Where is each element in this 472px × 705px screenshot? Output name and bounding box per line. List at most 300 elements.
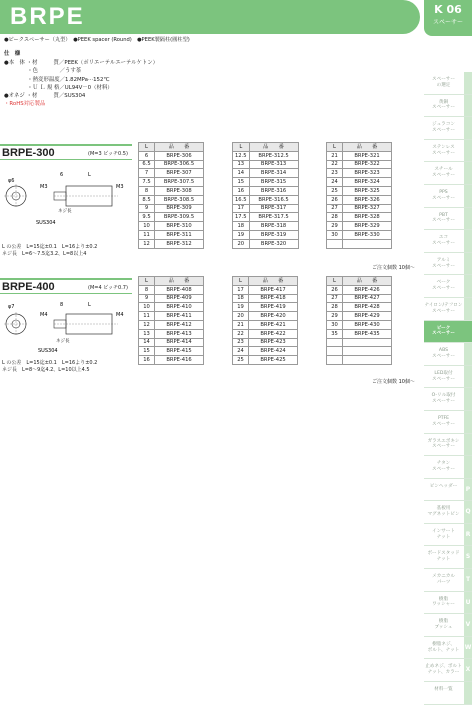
length-cell: 17.5 — [233, 213, 250, 222]
sidebar-item[interactable] — [424, 546, 472, 569]
part-number-cell: BRPE-312.5 — [249, 151, 298, 160]
part-number-cell: BRPE-330 — [343, 230, 392, 239]
sidebar-strip — [464, 411, 472, 433]
header-part-number: 品 番 — [249, 143, 298, 152]
table-row — [327, 186, 392, 195]
sidebar-strip — [464, 162, 472, 184]
sidebar-strip — [464, 140, 472, 162]
table-row — [139, 239, 204, 248]
table-row — [139, 294, 204, 303]
part-number-cell: BRPE-323 — [343, 169, 392, 178]
part-number-cell: BRPE-309.5 — [155, 213, 204, 222]
sidebar-strip — [464, 434, 472, 456]
sidebar-strip — [464, 208, 472, 230]
table-row — [139, 186, 204, 195]
order-note: ご注文個数 10個～ — [372, 265, 415, 271]
sidebar-item[interactable] — [424, 479, 472, 502]
table-row — [327, 222, 392, 231]
sidebar-item[interactable] — [424, 501, 472, 524]
length-cell: 11 — [139, 312, 155, 321]
table-row — [233, 169, 299, 178]
table-row — [327, 160, 392, 169]
table-row — [139, 320, 204, 329]
sidebar-item[interactable] — [424, 434, 472, 457]
part-table — [138, 142, 204, 249]
tolerance-note — [2, 244, 97, 258]
sidebar-item-label: LED取付 スペーサー — [432, 370, 455, 382]
table-row — [139, 329, 204, 338]
length-cell: 29 — [327, 312, 343, 321]
sidebar-item[interactable] — [424, 298, 472, 321]
table-row — [233, 356, 298, 365]
table-row — [233, 347, 298, 356]
sidebar-letter: T — [465, 576, 471, 584]
table-row — [233, 160, 299, 169]
sidebar-strip — [464, 456, 472, 478]
table-row — [233, 151, 299, 160]
length-cell: 18 — [233, 222, 250, 231]
table-row — [233, 186, 299, 195]
table-row — [233, 222, 299, 231]
order-note: ご注文個数 10個～ — [372, 379, 415, 385]
dim-six: 8 — [60, 302, 64, 308]
table-row — [139, 178, 204, 187]
length-cell: 28 — [327, 303, 343, 312]
part-number-cell: BRPE-424 — [249, 347, 298, 356]
part-number-cell: BRPE-318 — [249, 222, 298, 231]
table-row — [327, 347, 392, 356]
sidebar-item[interactable] — [424, 185, 472, 208]
sidebar-letter: U — [465, 598, 471, 606]
table-row — [327, 213, 392, 222]
table-header-row — [233, 143, 299, 152]
length-cell: 13 — [233, 160, 250, 169]
header-length: L — [327, 277, 343, 286]
table-header-row — [139, 143, 204, 152]
table-header-row — [327, 143, 392, 152]
category-sidebar — [424, 72, 472, 705]
table-row — [233, 239, 299, 248]
rohs-label: ・RoHS対応製品 — [4, 101, 46, 108]
part-number-cell: BRPE-419 — [249, 303, 298, 312]
sidebar-item-label: PPS スペーサー — [432, 189, 455, 201]
part-number-cell: BRPE-316.5 — [249, 195, 298, 204]
header-part-number: 品 番 — [155, 277, 204, 286]
sidebar-item-label: スチール スペーサー — [432, 167, 455, 179]
length-cell: 23 — [233, 338, 249, 347]
sidebar-strip — [464, 253, 472, 275]
sidebar-item-label: スペーサー の選定 — [432, 77, 455, 88]
part-number-cell: BRPE-409 — [155, 294, 204, 303]
sidebar-item-label: 止めネジ、ボルト ナット、カラー — [425, 664, 462, 676]
sidebar-item-label: ナイロン/テフロン スペーサー — [424, 302, 463, 314]
part-number-cell: BRPE-418 — [249, 294, 298, 303]
dim-dia: φ6 — [8, 178, 15, 184]
header-length: L — [233, 277, 249, 286]
category-code: K 06 — [434, 3, 462, 16]
part-number-cell: BRPE-414 — [155, 338, 204, 347]
sidebar-item-label: 樹脂ネジ、 ボルト、ナット — [427, 641, 460, 653]
length-cell: 14 — [233, 169, 250, 178]
table-row — [233, 213, 299, 222]
spec-heading: 仕 様 — [4, 51, 21, 57]
length-cell: 8.5 — [139, 195, 155, 204]
sidebar-letter: X — [465, 666, 471, 674]
length-cell: 19 — [233, 230, 250, 239]
page-title: BRPE — [10, 3, 85, 30]
part-number-cell: BRPE-327 — [343, 204, 392, 213]
length-cell: 22 — [327, 160, 343, 169]
part-number-cell: BRPE-322 — [343, 160, 392, 169]
header-bar — [0, 0, 420, 34]
sidebar-item-label: 樹脂 ブッシュ — [434, 619, 453, 631]
part-number-cell — [343, 239, 392, 248]
table-row — [139, 213, 204, 222]
sidebar-item[interactable] — [424, 72, 472, 95]
table-row — [233, 338, 298, 347]
tolerance-note — [2, 360, 97, 374]
part-number-cell: BRPE-329 — [343, 222, 392, 231]
length-cell: 35 — [327, 329, 343, 338]
table-row — [233, 195, 299, 204]
dim-l: L — [88, 302, 91, 308]
length-cell: 6 — [139, 151, 155, 160]
table-row — [139, 347, 204, 356]
dim-six: 6 — [60, 172, 64, 178]
sidebar-strip — [464, 185, 472, 207]
header-part-number: 品 番 — [155, 143, 204, 152]
sidebar-item-label: チタン スペーサー — [432, 461, 455, 472]
length-cell: 24 — [233, 347, 249, 356]
table-row — [327, 329, 392, 338]
length-cell — [327, 347, 343, 356]
length-cell: 29 — [327, 222, 343, 231]
part-number-cell — [343, 356, 392, 365]
length-cell: 9.5 — [139, 213, 155, 222]
sidebar-item[interactable] — [424, 456, 472, 479]
spec-line: ●本 体 ・材 質／PEEK（ポリエーテルエーテルケトン） — [4, 60, 159, 67]
part-number-cell: BRPE-417 — [249, 285, 298, 294]
sidebar-item[interactable] — [424, 208, 472, 231]
sidebar-strip — [464, 72, 472, 94]
section-pitch: (M=3 ピッチ0.5) — [88, 151, 128, 157]
sidebar-strip — [464, 321, 472, 343]
part-number-cell: BRPE-427 — [343, 294, 392, 303]
length-cell: 14 — [139, 338, 155, 347]
table-row — [139, 356, 204, 365]
table-row — [233, 204, 299, 213]
length-cell: 8 — [139, 186, 155, 195]
section-name: BRPE-400 — [2, 281, 55, 293]
spec-line: ・Ｕ Ｌ 規 格／UL94V－0（材料） — [4, 84, 113, 91]
part-number-cell: BRPE-423 — [249, 338, 298, 347]
dim-dia: φ7 — [8, 304, 15, 310]
part-number-cell: BRPE-425 — [249, 356, 298, 365]
section-title — [0, 144, 132, 160]
length-cell: 16 — [233, 186, 250, 195]
sidebar-item[interactable] — [424, 411, 472, 434]
tolerance-line: L の公差 L=15迄±0.1 L=16より±0.2 — [2, 244, 98, 250]
length-cell: 15 — [139, 347, 155, 356]
length-cell: 22 — [233, 329, 249, 338]
length-cell — [327, 338, 343, 347]
sidebar-item[interactable] — [424, 343, 472, 366]
table-row — [139, 230, 204, 239]
part-number-cell: BRPE-319 — [249, 230, 298, 239]
table-row — [327, 356, 392, 365]
sidebar-item[interactable] — [424, 659, 472, 682]
length-cell: 19 — [233, 303, 249, 312]
part-number-cell: BRPE-326 — [343, 195, 392, 204]
length-cell: 25 — [327, 186, 343, 195]
part-number-cell: BRPE-420 — [249, 312, 298, 321]
length-cell: 25 — [233, 356, 249, 365]
sidebar-item[interactable] — [424, 117, 472, 140]
sidebar-strip — [464, 388, 472, 410]
sidebar-item[interactable] — [424, 275, 472, 298]
sidebar-letter: Q — [465, 508, 471, 516]
sidebar-item-label: ジュラコン スペーサー — [432, 122, 455, 133]
spec-line: ・熱変形温度／1.82MPa···152℃ — [4, 76, 110, 83]
length-cell: 7 — [139, 169, 155, 178]
sidebar-letter: P — [465, 485, 471, 493]
table-row — [233, 312, 298, 321]
part-number-cell: BRPE-413 — [155, 329, 204, 338]
length-cell: 9 — [139, 204, 155, 213]
table-row — [139, 169, 204, 178]
sidebar-item-label: 樹脂 ワッシャー — [432, 596, 455, 608]
part-number-cell: BRPE-412 — [155, 320, 204, 329]
table-row — [139, 160, 204, 169]
part-table — [232, 276, 298, 365]
sidebar-item[interactable] — [424, 524, 472, 547]
part-number-cell: BRPE-426 — [343, 285, 392, 294]
part-number-cell — [343, 338, 392, 347]
sidebar-letter: V — [465, 621, 471, 629]
table-row — [327, 178, 392, 187]
table-row — [233, 329, 298, 338]
length-cell — [327, 239, 343, 248]
section-title — [0, 278, 132, 294]
sidebar-strip — [464, 230, 472, 252]
header-part-number: 品 番 — [343, 277, 392, 286]
table-row — [327, 230, 392, 239]
length-cell: 17 — [233, 285, 249, 294]
header-length: L — [233, 143, 250, 152]
part-number-cell: BRPE-310 — [155, 222, 204, 231]
table-row — [233, 178, 299, 187]
length-cell: 20 — [233, 239, 250, 248]
part-number-cell: BRPE-314 — [249, 169, 298, 178]
section-pitch: (M=4 ピッチ0.7) — [88, 285, 128, 291]
part-number-cell: BRPE-306.5 — [155, 160, 204, 169]
length-cell: 12 — [139, 320, 155, 329]
part-number-cell: BRPE-316 — [249, 186, 298, 195]
part-number-cell: BRPE-324 — [343, 178, 392, 187]
header-length: L — [139, 143, 155, 152]
table-row — [139, 312, 204, 321]
table-row — [139, 338, 204, 347]
sidebar-item-label: アルミ スペーサー — [432, 257, 455, 269]
part-number-cell: BRPE-415 — [155, 347, 204, 356]
tolerance-line: ネジ長 L=6～7.5迄3.2、L=8以上4 — [2, 251, 87, 257]
part-number-cell — [343, 347, 392, 356]
sidebar-strip — [464, 298, 472, 320]
length-cell: 10 — [139, 303, 155, 312]
table-row — [139, 204, 204, 213]
tolerance-line: ネジ長 L=8～9迄4.2、L=10以上4.5 — [2, 367, 90, 373]
table-row — [327, 195, 392, 204]
length-cell: 30 — [327, 230, 343, 239]
part-table — [232, 142, 299, 249]
length-cell: 8 — [139, 285, 155, 294]
sidebar-item[interactable] — [424, 637, 472, 660]
length-cell: 21 — [233, 320, 249, 329]
part-number-cell: BRPE-309 — [155, 204, 204, 213]
sidebar-item-label: メカニカル パーツ — [432, 574, 455, 585]
dim-m-right: M3 — [116, 184, 124, 190]
part-number-cell: BRPE-320 — [249, 239, 298, 248]
part-number-cell: BRPE-435 — [343, 329, 392, 338]
table-row — [327, 169, 392, 178]
sidebar-item[interactable] — [424, 95, 472, 118]
dim-m-left: M3 — [40, 184, 48, 190]
table-row — [327, 151, 392, 160]
sidebar-item[interactable] — [424, 253, 472, 276]
dim-material: SUS304 — [38, 348, 58, 354]
tolerance-line: L の公差 L=15迄±0.1 L=16より±0.2 — [2, 360, 98, 366]
length-cell: 6.5 — [139, 160, 155, 169]
header-length: L — [327, 143, 343, 152]
dim-m-left: M4 — [40, 312, 48, 318]
sidebar-item[interactable] — [424, 592, 472, 615]
part-number-cell: BRPE-308.5 — [155, 195, 204, 204]
sidebar-item[interactable] — [424, 366, 472, 389]
table-row — [327, 338, 392, 347]
length-cell: 15 — [233, 178, 250, 187]
table-row — [233, 285, 298, 294]
table-row — [327, 239, 392, 248]
length-cell: 12 — [139, 239, 155, 248]
sidebar-item[interactable] — [424, 388, 472, 411]
sidebar-item[interactable] — [424, 569, 472, 592]
length-cell: 7.5 — [139, 178, 155, 187]
sidebar-item-label: PBT スペーサー — [432, 212, 455, 224]
spec-block — [4, 50, 158, 108]
length-cell: 10 — [139, 222, 155, 231]
length-cell: 17 — [233, 204, 250, 213]
table-row — [139, 195, 204, 204]
sidebar-letter: W — [464, 643, 472, 651]
sidebar-item-label: エコ スペーサー — [432, 235, 455, 246]
sidebar-item-label: O-リル取付 スペーサー — [431, 393, 456, 405]
sidebar-item[interactable] — [424, 682, 472, 705]
category-tab[interactable] — [424, 0, 472, 36]
part-table — [326, 142, 392, 249]
length-cell: 12.5 — [233, 151, 250, 160]
sidebar-item-label: ABS スペーサー — [432, 348, 455, 359]
sidebar-item-label: PTFE スペーサー — [432, 415, 455, 427]
dim-material: SUS304 — [36, 220, 56, 226]
sidebar-item-label: ボードスタッド ナット — [427, 551, 460, 563]
sidebar-strip — [464, 117, 472, 139]
part-number-cell: BRPE-312 — [155, 239, 204, 248]
table-row — [327, 320, 392, 329]
sidebar-item[interactable] — [424, 321, 472, 344]
length-cell: 16.5 — [233, 195, 250, 204]
length-cell: 16 — [139, 356, 155, 365]
sidebar-item[interactable] — [424, 230, 472, 253]
part-number-cell: BRPE-328 — [343, 213, 392, 222]
sidebar-letter: S — [465, 553, 471, 561]
sidebar-item-label: ガラスエポキシ スペーサー — [427, 438, 460, 450]
table-row — [233, 230, 299, 239]
part-number-cell: BRPE-411 — [155, 312, 204, 321]
part-number-cell: BRPE-421 — [249, 320, 298, 329]
length-cell: 28 — [327, 213, 343, 222]
part-number-cell: BRPE-408 — [155, 285, 204, 294]
dim-thread: ネジ長 — [58, 209, 72, 214]
sidebar-item-label: ステンレス スペーサー — [432, 144, 455, 156]
sidebar-letter: R — [465, 530, 471, 538]
part-number-cell: BRPE-311 — [155, 230, 204, 239]
table-row — [139, 222, 204, 231]
part-number-cell: BRPE-313 — [249, 160, 298, 169]
sidebar-item-label: 材料一覧 — [434, 687, 453, 693]
dim-m-right: M4 — [116, 312, 124, 318]
section-name: BRPE-300 — [2, 147, 55, 159]
spec-line: ・色 ／うす茶 — [4, 68, 82, 75]
dimension-drawing — [0, 166, 132, 242]
sidebar-item-label: 基板用 マグネットピン — [427, 506, 460, 518]
table-row — [139, 151, 204, 160]
length-cell: 27 — [327, 294, 343, 303]
part-number-cell: BRPE-428 — [343, 303, 392, 312]
part-number-cell: BRPE-306 — [155, 151, 204, 160]
table-row — [327, 294, 392, 303]
length-cell: 26 — [327, 285, 343, 294]
sidebar-strip — [464, 366, 472, 388]
part-number-cell: BRPE-325 — [343, 186, 392, 195]
part-number-cell: BRPE-308 — [155, 186, 204, 195]
length-cell: 13 — [139, 329, 155, 338]
sidebar-item[interactable] — [424, 140, 472, 163]
table-row — [139, 285, 204, 294]
table-header-row — [327, 277, 392, 286]
part-number-cell: BRPE-317.5 — [249, 213, 298, 222]
length-cell — [327, 356, 343, 365]
sidebar-item[interactable] — [424, 614, 472, 637]
part-number-cell: BRPE-317 — [249, 204, 298, 213]
length-cell: 23 — [327, 169, 343, 178]
table-row — [233, 294, 298, 303]
sidebar-item-label: インサート ナット — [432, 528, 455, 540]
table-row — [139, 303, 204, 312]
spec-line: ●オネジ ・材 質／SUS304 — [4, 93, 86, 100]
part-number-cell: BRPE-422 — [249, 329, 298, 338]
length-cell: 27 — [327, 204, 343, 213]
part-number-cell: BRPE-416 — [155, 356, 204, 365]
dimension-drawing — [0, 298, 132, 360]
part-number-cell: BRPE-315 — [249, 178, 298, 187]
part-number-cell: BRPE-430 — [343, 320, 392, 329]
header-length: L — [139, 277, 155, 286]
length-cell: 26 — [327, 195, 343, 204]
sidebar-item[interactable] — [424, 162, 472, 185]
sidebar-item-label: ベーク スペーサー — [432, 280, 455, 292]
sidebar-item-label: 黄銅 スペーサー — [432, 99, 455, 111]
category-label: スペーサー — [432, 19, 463, 26]
